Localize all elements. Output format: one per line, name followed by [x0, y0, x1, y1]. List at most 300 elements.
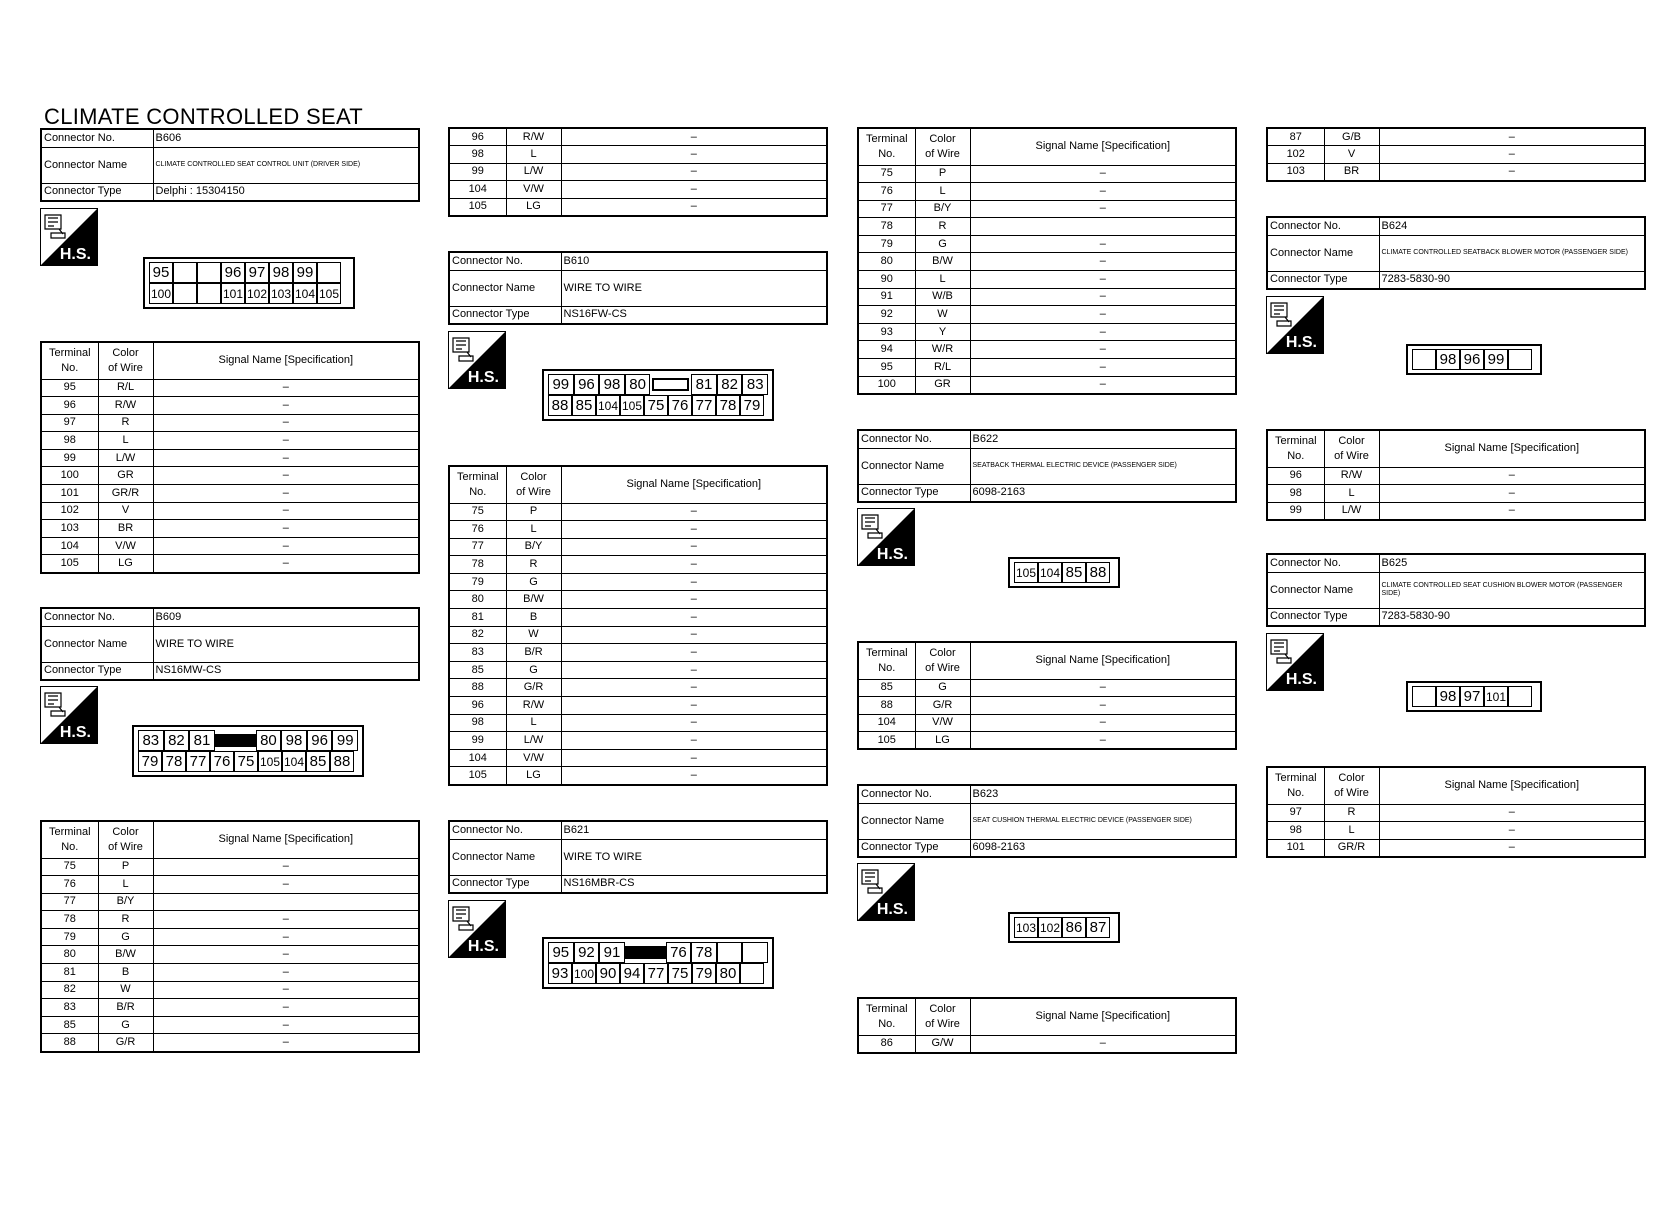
- table-row: [41, 502, 419, 520]
- table-row: [449, 644, 827, 662]
- header-text: Terminal: [1274, 771, 1317, 784]
- label-connector-name: Connector Name: [449, 270, 561, 306]
- connector-face-b606: [143, 257, 355, 309]
- connector-cavity: 97: [245, 262, 269, 283]
- page-title: CLIMATE CONTROLLED SEAT: [44, 104, 364, 129]
- terminal-no-cell: 105: [449, 767, 506, 785]
- terminal-no-cell: 76: [858, 183, 915, 201]
- signal-name-cell: –: [970, 376, 1236, 394]
- signal-name-cell: –: [1379, 839, 1645, 857]
- signal-name-cell: –: [153, 537, 419, 555]
- signal-name-cell: –: [1379, 822, 1645, 840]
- connector-no: B623: [970, 785, 1236, 803]
- wire-color-cell: B: [506, 609, 561, 627]
- hs-badge-graphic: [41, 687, 97, 743]
- connector-cavity: 99: [332, 730, 358, 751]
- connector-cavity: [742, 942, 768, 963]
- signal-name-cell: –: [970, 235, 1236, 253]
- table-row: [1267, 839, 1645, 857]
- table-row: [41, 379, 419, 397]
- table-row: [858, 288, 1236, 306]
- wire-color-cell: V: [98, 502, 153, 520]
- table-row: [858, 359, 1236, 377]
- header-terminal-no: [449, 466, 506, 503]
- connector-cavity: 81: [691, 374, 717, 395]
- info-b621: [448, 820, 828, 894]
- signal-name-cell: –: [153, 555, 419, 573]
- label-connector-type: Connector Type: [1267, 608, 1379, 626]
- wire-color-cell: W: [506, 626, 561, 644]
- label-connector-type: Connector Type: [449, 875, 561, 893]
- terminal-no-cell: 81: [41, 964, 98, 982]
- terminal-no-cell: 79: [858, 235, 915, 253]
- terminal-table-b609: [40, 820, 420, 1053]
- connector-cavity: 91: [599, 942, 625, 963]
- connector-cavity: [173, 283, 197, 304]
- table-row: [449, 591, 827, 609]
- connector-key-block: [652, 378, 689, 391]
- header-terminal-no: [858, 128, 915, 165]
- connector-cavity: 78: [716, 395, 740, 416]
- hs-badge-graphic: [41, 209, 97, 265]
- wire-color-cell: P: [98, 858, 153, 876]
- header-signal-name: Signal Name [Specification]: [153, 342, 419, 379]
- connector-cavity: 98: [269, 262, 293, 283]
- terminal-no-cell: 98: [1267, 822, 1324, 840]
- table-row: [449, 767, 827, 785]
- wire-color-cell: BR: [98, 520, 153, 538]
- wire-color-cell: L/W: [506, 732, 561, 750]
- table-row: [858, 341, 1236, 359]
- wire-color-cell: G/R: [915, 697, 970, 715]
- signal-name-cell: –: [1379, 502, 1645, 520]
- wire-color-cell: L/W: [506, 163, 561, 181]
- signal-name-cell: –: [1379, 146, 1645, 164]
- header-text: of Wire: [1334, 786, 1369, 799]
- table-row: [1267, 128, 1645, 146]
- connector-cavity: 88: [548, 395, 572, 416]
- connector-cavity: 104: [596, 395, 620, 416]
- terminal-no-cell: 103: [1267, 163, 1324, 181]
- table-row: [858, 732, 1236, 750]
- header-text: Terminal: [48, 825, 91, 838]
- signal-name-cell: –: [153, 928, 419, 946]
- info-b606: [40, 128, 420, 202]
- connector-cavity: 102: [245, 283, 269, 304]
- hs-icon: [40, 208, 98, 266]
- header-text: Color: [929, 646, 956, 659]
- connector-hand-icon: [45, 215, 65, 238]
- hs-badge-graphic: [1267, 634, 1323, 690]
- wire-color-cell: R: [98, 414, 153, 432]
- terminal-no-cell: 97: [41, 414, 98, 432]
- hs-label: H.S.: [467, 369, 499, 386]
- connector-cavity: 93: [548, 963, 572, 984]
- terminal-no-cell: 99: [449, 732, 506, 750]
- header-signal-name: Signal Name [Specification]: [1379, 767, 1645, 804]
- terminal-no-cell: 101: [41, 485, 98, 503]
- label-connector-name: Connector Name: [858, 803, 970, 839]
- signal-name-cell: –: [153, 981, 419, 999]
- connector-cavity: 80: [625, 374, 651, 395]
- terminal-no-cell: 105: [41, 555, 98, 573]
- terminal-no-cell: 77: [858, 200, 915, 218]
- table-row: [449, 749, 827, 767]
- terminal-no-cell: 80: [858, 253, 915, 271]
- wire-color-cell: R/W: [1324, 467, 1379, 485]
- terminal-no-cell: 75: [41, 858, 98, 876]
- connector-type: 6098-2163: [970, 484, 1236, 502]
- hs-label: H.S.: [876, 901, 908, 918]
- connector-cavity: [173, 262, 197, 283]
- connector-cavity: 104: [1038, 562, 1062, 583]
- connector-face-b625: [1406, 681, 1542, 712]
- table-row: [1267, 467, 1645, 485]
- connector-cavity: 75: [668, 963, 692, 984]
- label-connector-no: Connector No.: [449, 821, 561, 839]
- terminal-no-cell: 93: [858, 323, 915, 341]
- table-row: [41, 555, 419, 573]
- signal-name-cell: –: [1379, 128, 1645, 146]
- terminal-no-cell: 100: [858, 376, 915, 394]
- signal-name-cell: –: [970, 183, 1236, 201]
- wire-color-cell: R/W: [506, 128, 561, 146]
- header-text: of Wire: [925, 661, 960, 674]
- header-terminal-no: [41, 342, 98, 379]
- header-color-of-wire: [915, 998, 970, 1035]
- info-b610: [448, 251, 828, 325]
- info-b622: [857, 429, 1237, 503]
- connector-cavity: 97: [1460, 686, 1484, 707]
- connector-no: B606: [153, 129, 419, 147]
- connector-type: 7283-5830-90: [1379, 271, 1645, 289]
- header-text: No.: [469, 485, 487, 498]
- connector-cavity: 98: [1436, 686, 1460, 707]
- connector-cavity: 96: [307, 730, 333, 751]
- connector-face-b624: [1406, 344, 1542, 375]
- connector-name: CLIMATE CONTROLLED SEAT CONTROL UNIT (DRIVER SIDE): [153, 147, 419, 183]
- signal-name-cell: –: [561, 697, 827, 715]
- connector-cavity: 86: [1062, 917, 1086, 938]
- header-signal-name: Signal Name [Specification]: [1379, 430, 1645, 467]
- connector-cavity: 101: [221, 283, 245, 304]
- wire-color-cell: R: [915, 218, 970, 236]
- wire-color-cell: B/W: [98, 946, 153, 964]
- hs-label: H.S.: [59, 724, 91, 741]
- wire-color-cell: GR: [98, 467, 153, 485]
- table-row: [41, 449, 419, 467]
- signal-name-cell: –: [153, 502, 419, 520]
- table-row: [41, 467, 419, 485]
- connector-hand-icon: [862, 870, 882, 893]
- table-row: [41, 1034, 419, 1052]
- connector-cavity: [317, 262, 341, 283]
- signal-name-cell: –: [970, 732, 1236, 750]
- wire-color-cell: G: [506, 573, 561, 591]
- connector-cavity: 76: [668, 395, 692, 416]
- table-row: [41, 397, 419, 415]
- header-text: Terminal: [865, 646, 908, 659]
- signal-name-cell: –: [970, 323, 1236, 341]
- connector-cavity: [197, 262, 221, 283]
- table-header-row: [41, 342, 419, 379]
- header-signal-name: Signal Name [Specification]: [153, 821, 419, 858]
- hs-icon: [1266, 296, 1324, 354]
- signal-name-cell: –: [1379, 804, 1645, 822]
- label-connector-no: Connector No.: [858, 430, 970, 448]
- terminal-no-cell: 98: [449, 714, 506, 732]
- signal-name-cell: –: [561, 626, 827, 644]
- wire-color-cell: B/Y: [915, 200, 970, 218]
- table-row: [41, 964, 419, 982]
- signal-name-cell: –: [561, 732, 827, 750]
- table-row: [449, 573, 827, 591]
- terminal-no-cell: 104: [449, 181, 506, 199]
- header-color-of-wire: [1324, 767, 1379, 804]
- label-connector-no: Connector No.: [858, 785, 970, 803]
- table-row: [449, 503, 827, 521]
- connector-hand-icon: [1271, 640, 1291, 663]
- header-text: No.: [878, 1017, 896, 1030]
- wire-color-cell: R/W: [98, 397, 153, 415]
- header-text: Color: [929, 132, 956, 145]
- table-row: [858, 376, 1236, 394]
- connector-cavity: 79: [138, 751, 162, 772]
- connector-cavity: 83: [742, 374, 768, 395]
- connector-cavity: 83: [138, 730, 164, 751]
- terminal-no-cell: 100: [41, 467, 98, 485]
- connector-cavity: 99: [293, 262, 317, 283]
- connector-name: CLIMATE CONTROLLED SEAT CUSHION BLOWER MOTOR (PASSENGER SIDE): [1379, 572, 1645, 608]
- label-connector-no: Connector No.: [1267, 554, 1379, 572]
- terminal-no-cell: 99: [1267, 502, 1324, 520]
- table-row: [41, 485, 419, 503]
- label-connector-name: Connector Name: [858, 448, 970, 484]
- wire-color-cell: B/W: [506, 591, 561, 609]
- wire-color-cell: B/Y: [98, 893, 153, 911]
- connector-cavity-row: [149, 262, 349, 283]
- wire-color-cell: G: [98, 1016, 153, 1034]
- table-row: [41, 999, 419, 1017]
- connector-no: B625: [1379, 554, 1645, 572]
- header-color-of-wire: [915, 642, 970, 679]
- signal-name-cell: –: [561, 521, 827, 539]
- header-text: of Wire: [108, 361, 143, 374]
- hs-badge-graphic: [1267, 297, 1323, 353]
- table-row: [858, 235, 1236, 253]
- wire-color-cell: L: [915, 183, 970, 201]
- connector-no: B610: [561, 252, 827, 270]
- connector-hand-icon: [862, 515, 882, 538]
- hs-icon: [40, 686, 98, 744]
- terminal-no-cell: 82: [449, 626, 506, 644]
- signal-name-cell: –: [561, 609, 827, 627]
- terminal-no-cell: 83: [41, 999, 98, 1017]
- connector-cavity: 96: [574, 374, 600, 395]
- connector-key-block: [215, 734, 256, 747]
- table-row: [41, 414, 419, 432]
- table-row: [449, 181, 827, 199]
- wire-color-cell: W/B: [915, 288, 970, 306]
- terminal-no-cell: 102: [1267, 146, 1324, 164]
- table-row: [41, 893, 419, 911]
- header-color-of-wire: [915, 128, 970, 165]
- table-row: [858, 679, 1236, 697]
- signal-name-cell: –: [561, 714, 827, 732]
- label-connector-name: Connector Name: [41, 147, 153, 183]
- table-row: [449, 198, 827, 216]
- header-text: Color: [929, 1002, 956, 1015]
- connector-cavity: 80: [256, 730, 282, 751]
- terminal-no-cell: 98: [1267, 485, 1324, 503]
- signal-name-cell: –: [561, 198, 827, 216]
- connector-cavity: 78: [162, 751, 186, 772]
- terminal-no-cell: 80: [449, 591, 506, 609]
- table-header-row: [858, 128, 1236, 165]
- label-connector-type: Connector Type: [41, 662, 153, 680]
- connector-cavity: 88: [1086, 562, 1110, 583]
- connector-no: B624: [1379, 217, 1645, 235]
- connector-face-b623: [1008, 912, 1120, 943]
- connector-face-b610: [542, 369, 774, 421]
- terminal-no-cell: 99: [449, 163, 506, 181]
- terminal-no-cell: 102: [41, 502, 98, 520]
- header-text: of Wire: [925, 147, 960, 160]
- connector-cavity: 88: [330, 751, 354, 772]
- connector-cavity: 96: [221, 262, 245, 283]
- connector-cavity: 105: [1014, 562, 1038, 583]
- table-row: [449, 732, 827, 750]
- wire-color-cell: R/L: [915, 359, 970, 377]
- connector-cavity: 85: [572, 395, 596, 416]
- terminal-no-cell: 86: [858, 1035, 915, 1053]
- terminal-no-cell: 97: [1267, 804, 1324, 822]
- header-terminal-no: [41, 821, 98, 858]
- terminal-no-cell: 104: [858, 714, 915, 732]
- terminal-no-cell: 96: [1267, 467, 1324, 485]
- table-row: [858, 218, 1236, 236]
- connector-cavity: 104: [282, 751, 306, 772]
- table-row: [41, 520, 419, 538]
- hs-badge-graphic: [858, 509, 914, 565]
- signal-name-cell: –: [153, 520, 419, 538]
- connector-cavity: 100: [572, 963, 596, 984]
- connector-no: B622: [970, 430, 1236, 448]
- hs-label: H.S.: [876, 546, 908, 563]
- terminal-no-cell: 91: [858, 288, 915, 306]
- terminal-no-cell: 75: [858, 165, 915, 183]
- table-row: [41, 911, 419, 929]
- terminal-table-b622: [857, 641, 1237, 750]
- signal-name-cell: –: [153, 1034, 419, 1052]
- connector-cavity: 94: [620, 963, 644, 984]
- header-text: No.: [1287, 449, 1305, 462]
- signal-name-cell: –: [561, 679, 827, 697]
- label-connector-type: Connector Type: [1267, 271, 1379, 289]
- connector-cavity: 76: [210, 751, 234, 772]
- header-text: Color: [1338, 434, 1365, 447]
- signal-name-cell: –: [153, 964, 419, 982]
- wire-color-cell: B: [98, 964, 153, 982]
- wire-color-cell: GR: [915, 376, 970, 394]
- signal-name-cell: –: [153, 485, 419, 503]
- connector-cavity: 102: [1038, 917, 1062, 938]
- label-connector-no: Connector No.: [449, 252, 561, 270]
- label-connector-type: Connector Type: [41, 183, 153, 201]
- connector-cavity-row: [149, 283, 349, 304]
- connector-key-block: [625, 946, 666, 959]
- connector-cavity: 95: [548, 942, 574, 963]
- terminal-table-b609-cont: [448, 127, 828, 217]
- label-connector-no: Connector No.: [1267, 217, 1379, 235]
- table-header-row: [858, 998, 1236, 1035]
- connector-cavity: 100: [149, 283, 173, 304]
- header-text: Terminal: [456, 470, 499, 483]
- wire-color-cell: L: [98, 876, 153, 894]
- connector-cavity: 98: [1436, 349, 1460, 370]
- wire-color-cell: L: [506, 521, 561, 539]
- signal-name-cell: –: [970, 288, 1236, 306]
- table-row: [449, 714, 827, 732]
- terminal-table-b623: [857, 997, 1237, 1054]
- wire-color-cell: B/R: [506, 644, 561, 662]
- connector-hand-icon: [1271, 303, 1291, 326]
- terminal-no-cell: 103: [41, 520, 98, 538]
- table-row: [858, 200, 1236, 218]
- header-text: No.: [1287, 786, 1305, 799]
- header-text: Terminal: [865, 132, 908, 145]
- connector-hand-icon: [453, 338, 473, 361]
- table-row: [449, 146, 827, 164]
- connector-type: NS16FW-CS: [561, 306, 827, 324]
- header-text: of Wire: [925, 1017, 960, 1030]
- table-row: [41, 432, 419, 450]
- signal-name-cell: [970, 218, 1236, 236]
- terminal-no-cell: 81: [449, 609, 506, 627]
- signal-name-cell: –: [970, 679, 1236, 697]
- terminal-no-cell: 76: [41, 876, 98, 894]
- hs-icon: [1266, 633, 1324, 691]
- wire-color-cell: B/W: [915, 253, 970, 271]
- header-text: of Wire: [1334, 449, 1369, 462]
- connector-cavity: 98: [281, 730, 307, 751]
- signal-name-cell: –: [153, 876, 419, 894]
- terminal-no-cell: 76: [449, 521, 506, 539]
- header-text: No.: [878, 661, 896, 674]
- wire-color-cell: G/W: [915, 1035, 970, 1053]
- header-terminal-no: [858, 998, 915, 1035]
- connector-cavity: 105: [317, 283, 341, 304]
- connector-cavity: 77: [186, 751, 210, 772]
- signal-name-cell: –: [153, 432, 419, 450]
- connector-cavity: 103: [269, 283, 293, 304]
- label-connector-name: Connector Name: [41, 626, 153, 662]
- wire-color-cell: LG: [506, 767, 561, 785]
- table-row: [449, 163, 827, 181]
- connector-cavity: [1508, 349, 1532, 370]
- connector-name: WIRE TO WIRE: [561, 270, 827, 306]
- connector-cavity: 98: [599, 374, 625, 395]
- connector-cavity: [1412, 349, 1436, 370]
- header-signal-name: Signal Name [Specification]: [970, 998, 1236, 1035]
- signal-name-cell: –: [153, 449, 419, 467]
- wire-color-cell: G/R: [98, 1034, 153, 1052]
- table-row: [858, 306, 1236, 324]
- connector-cavity: 77: [692, 395, 716, 416]
- wire-color-cell: Y: [915, 323, 970, 341]
- table-row: [1267, 804, 1645, 822]
- connector-cavity: 103: [1014, 917, 1038, 938]
